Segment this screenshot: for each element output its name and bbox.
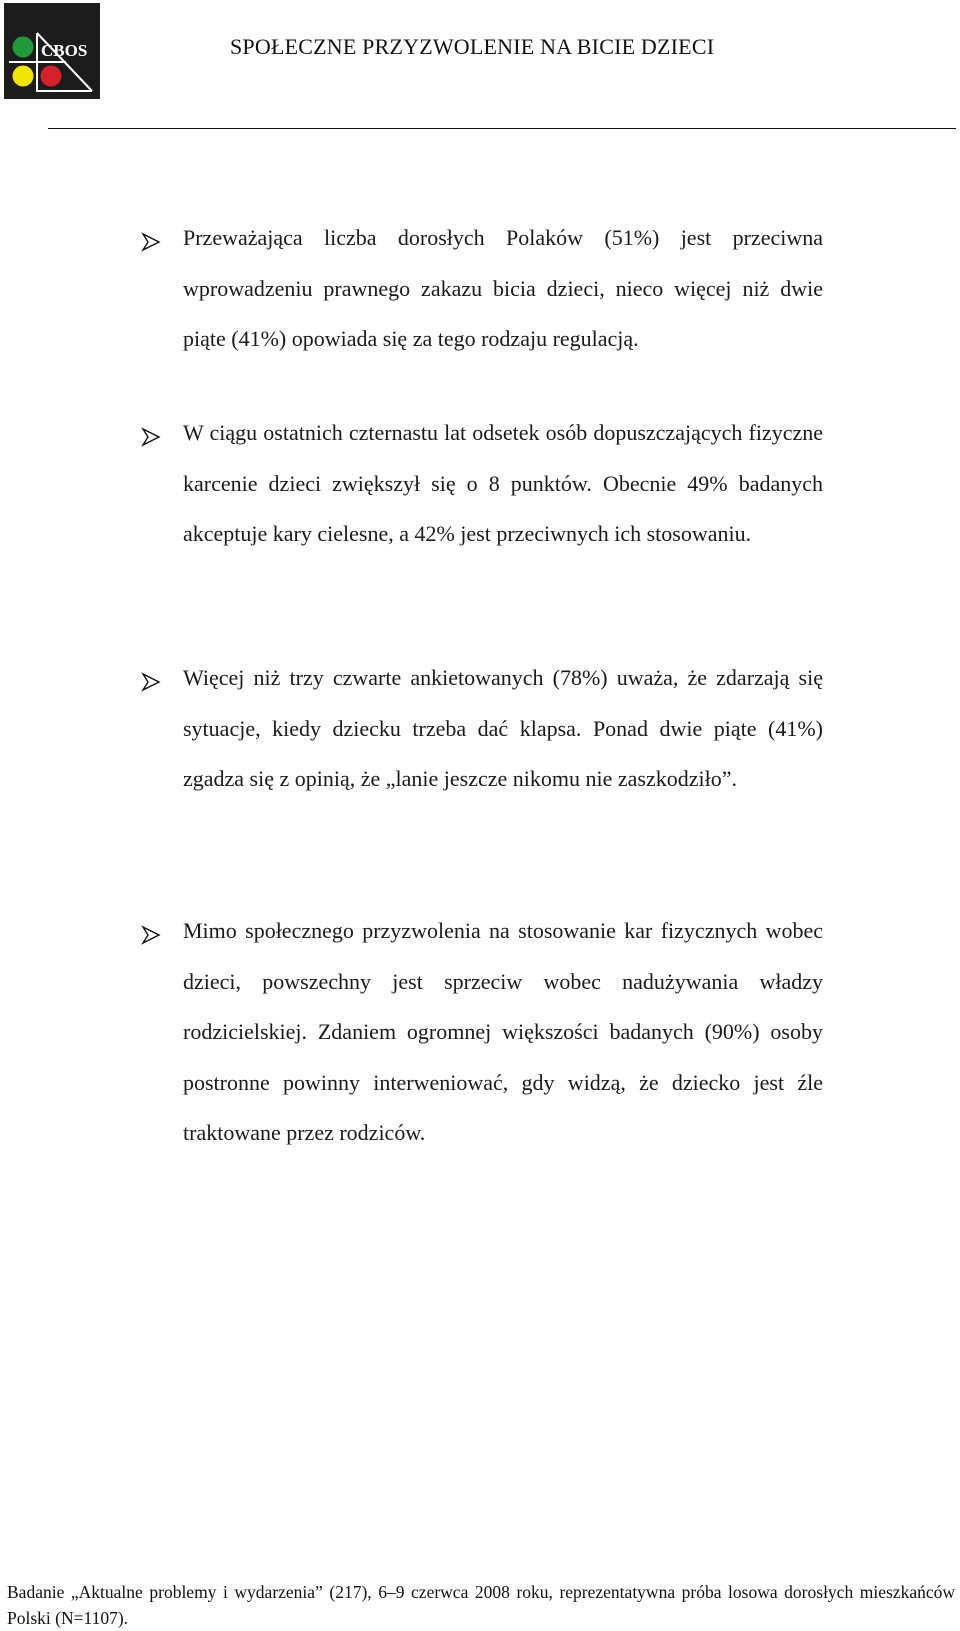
header-divider — [48, 128, 956, 129]
arrowhead-bullet-icon — [141, 232, 161, 252]
arrowhead-bullet-icon — [141, 672, 161, 692]
logo-text: CBOS — [41, 41, 88, 60]
bullet-text: W ciągu ostatnich czternastu lat odsetek osób dopuszczających fizyczne karcenie dzieci zwiększył się o 8 punktów. Obecnie 49% badanych akceptuje kary cielesne, a 42% jest przeciwnych ich stosowaniu. — [183, 420, 823, 546]
arrowhead-bullet-icon — [141, 925, 161, 945]
bullet-text: Mimo społecznego przyzwolenia na stosowanie kar fizycznych wobec dzieci, powszechny jest sprzeciw wobec nadużywania władzy rodzicielskiej. Zdaniem ogromnej większości badanych (90%) osoby postronne powinny interweniować, gdy widzą, że dziecko jest źle traktowane przez rodziców. — [183, 918, 823, 1145]
logo-yellow-dot — [13, 66, 34, 87]
bullet-text: Przeważająca liczba dorosłych Polaków (51%) jest przeciwna wprowadzeniu prawnego zakazu bicia dzieci, nieco więcej niż dwie piąte (41%) opowiada się za tego rodzaju regulacją. — [183, 225, 823, 351]
logo-red-dot — [41, 66, 62, 87]
arrowhead-bullet-icon — [141, 427, 161, 447]
survey-footnote: Badanie „Aktualne problemy i wydarzenia” (217), 6–9 czerwca 2008 roku, reprezentatywna próba losowa dorosłych mieszkańców Polski (N=1107). — [7, 1582, 955, 1628]
page-header-title: SPOŁECZNE PRZYZWOLENIE NA BICIE DZIECI — [230, 34, 715, 59]
bullet-text: Więcej niż trzy czwarte ankietowanych (78%) uważa, że zdarzają się sytuacje, kiedy dziecku trzeba dać klapsa. Ponad dwie piąte (41%) zgadza się z opinią, że „lanie jeszcze nikomu nie zaszkodziło”. — [183, 665, 823, 791]
cbos-logo-graphic — [4, 3, 100, 99]
logo-green-dot — [13, 37, 34, 58]
cbos-logo — [4, 3, 100, 99]
